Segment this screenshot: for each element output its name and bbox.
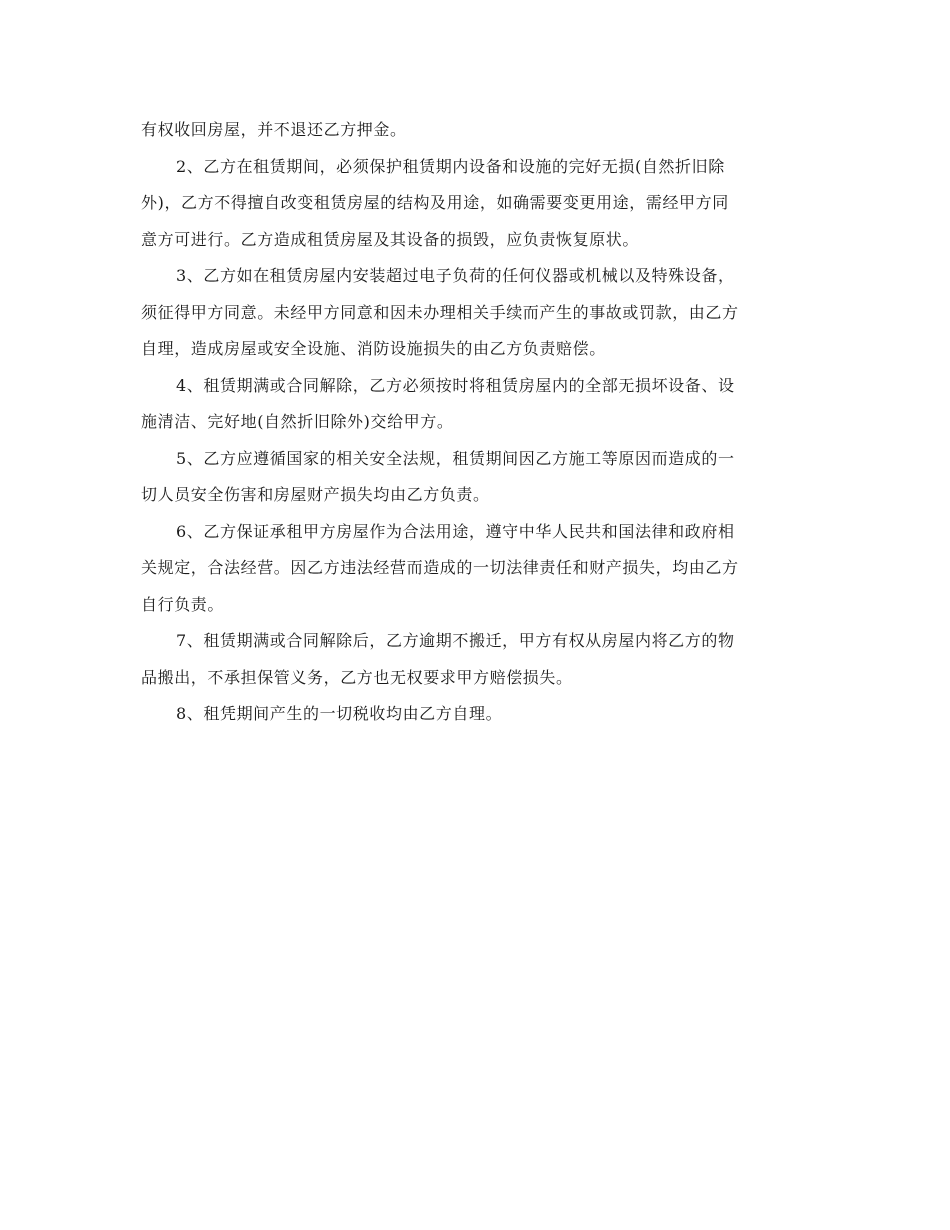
text-line: 施清洁、完好地(自然折旧除外)交给甲方。 <box>141 412 454 431</box>
text-line: 切人员安全伤害和房屋财产损失均由乙方负责。 <box>141 485 490 504</box>
clause-3 <box>141 258 813 368</box>
clause-4 <box>141 368 813 441</box>
text-line: 7、租赁期满或合同解除后，乙方逾期不搬迁，甲方有权从房屋内将乙方的物 <box>176 631 735 650</box>
text-line: 3、乙方如在租赁房屋内安装超过电子负荷的任何仪器或机械以及特殊设备， <box>176 266 735 285</box>
clause-6 <box>141 514 813 624</box>
clause-5 <box>141 441 813 514</box>
text-line: 2、乙方在租赁期间，必须保护租赁期内设备和设施的完好无损(自然折旧除 <box>176 156 725 176</box>
clause-8 <box>141 696 813 733</box>
text-line: 有权收回房屋，并不退还乙方押金。 <box>141 120 407 139</box>
document-body <box>141 112 813 733</box>
text-line: 6、乙方保证承租甲方房屋作为合法用途，遵守中华人民共和国法律和政府相 <box>176 521 735 541</box>
text-line: 自理，造成房屋或安全设施、消防设施损失的由乙方负责赔偿。 <box>141 339 606 358</box>
text-line: 5、乙方应遵循国家的相关安全法规，租赁期间因乙方施工等原因而造成的一 <box>176 448 735 468</box>
text-line: 自行负责。 <box>141 594 225 614</box>
clause-7 <box>141 623 813 696</box>
text-line: 8、租凭期间产生的一切税收均由乙方自理。 <box>176 704 503 723</box>
text-line: 意方可进行。乙方造成租赁房屋及其设备的损毁，应负责恢复原状。 <box>141 229 640 249</box>
text-line: 4、租赁期满或合同解除，乙方必须按时将租赁房屋内的全部无损坏设备、设 <box>176 375 735 395</box>
text-line: 外)，乙方不得擅自改变租赁房屋的结构及用途，如确需要变更用途，需经甲方同 <box>141 193 729 212</box>
text-line: 关规定，合法经营。因乙方违法经营而造成的一切法律责任和财产损失，均由乙方 <box>141 558 739 577</box>
clause-2 <box>141 149 813 259</box>
text-line: 品搬出，不承担保管义务，乙方也无权要求甲方赔偿损失。 <box>141 667 573 687</box>
text-line: 须征得甲方同意。未经甲方同意和因未办理相关手续而产生的事故或罚款，由乙方 <box>141 302 739 322</box>
paragraph-continuation <box>141 112 813 149</box>
